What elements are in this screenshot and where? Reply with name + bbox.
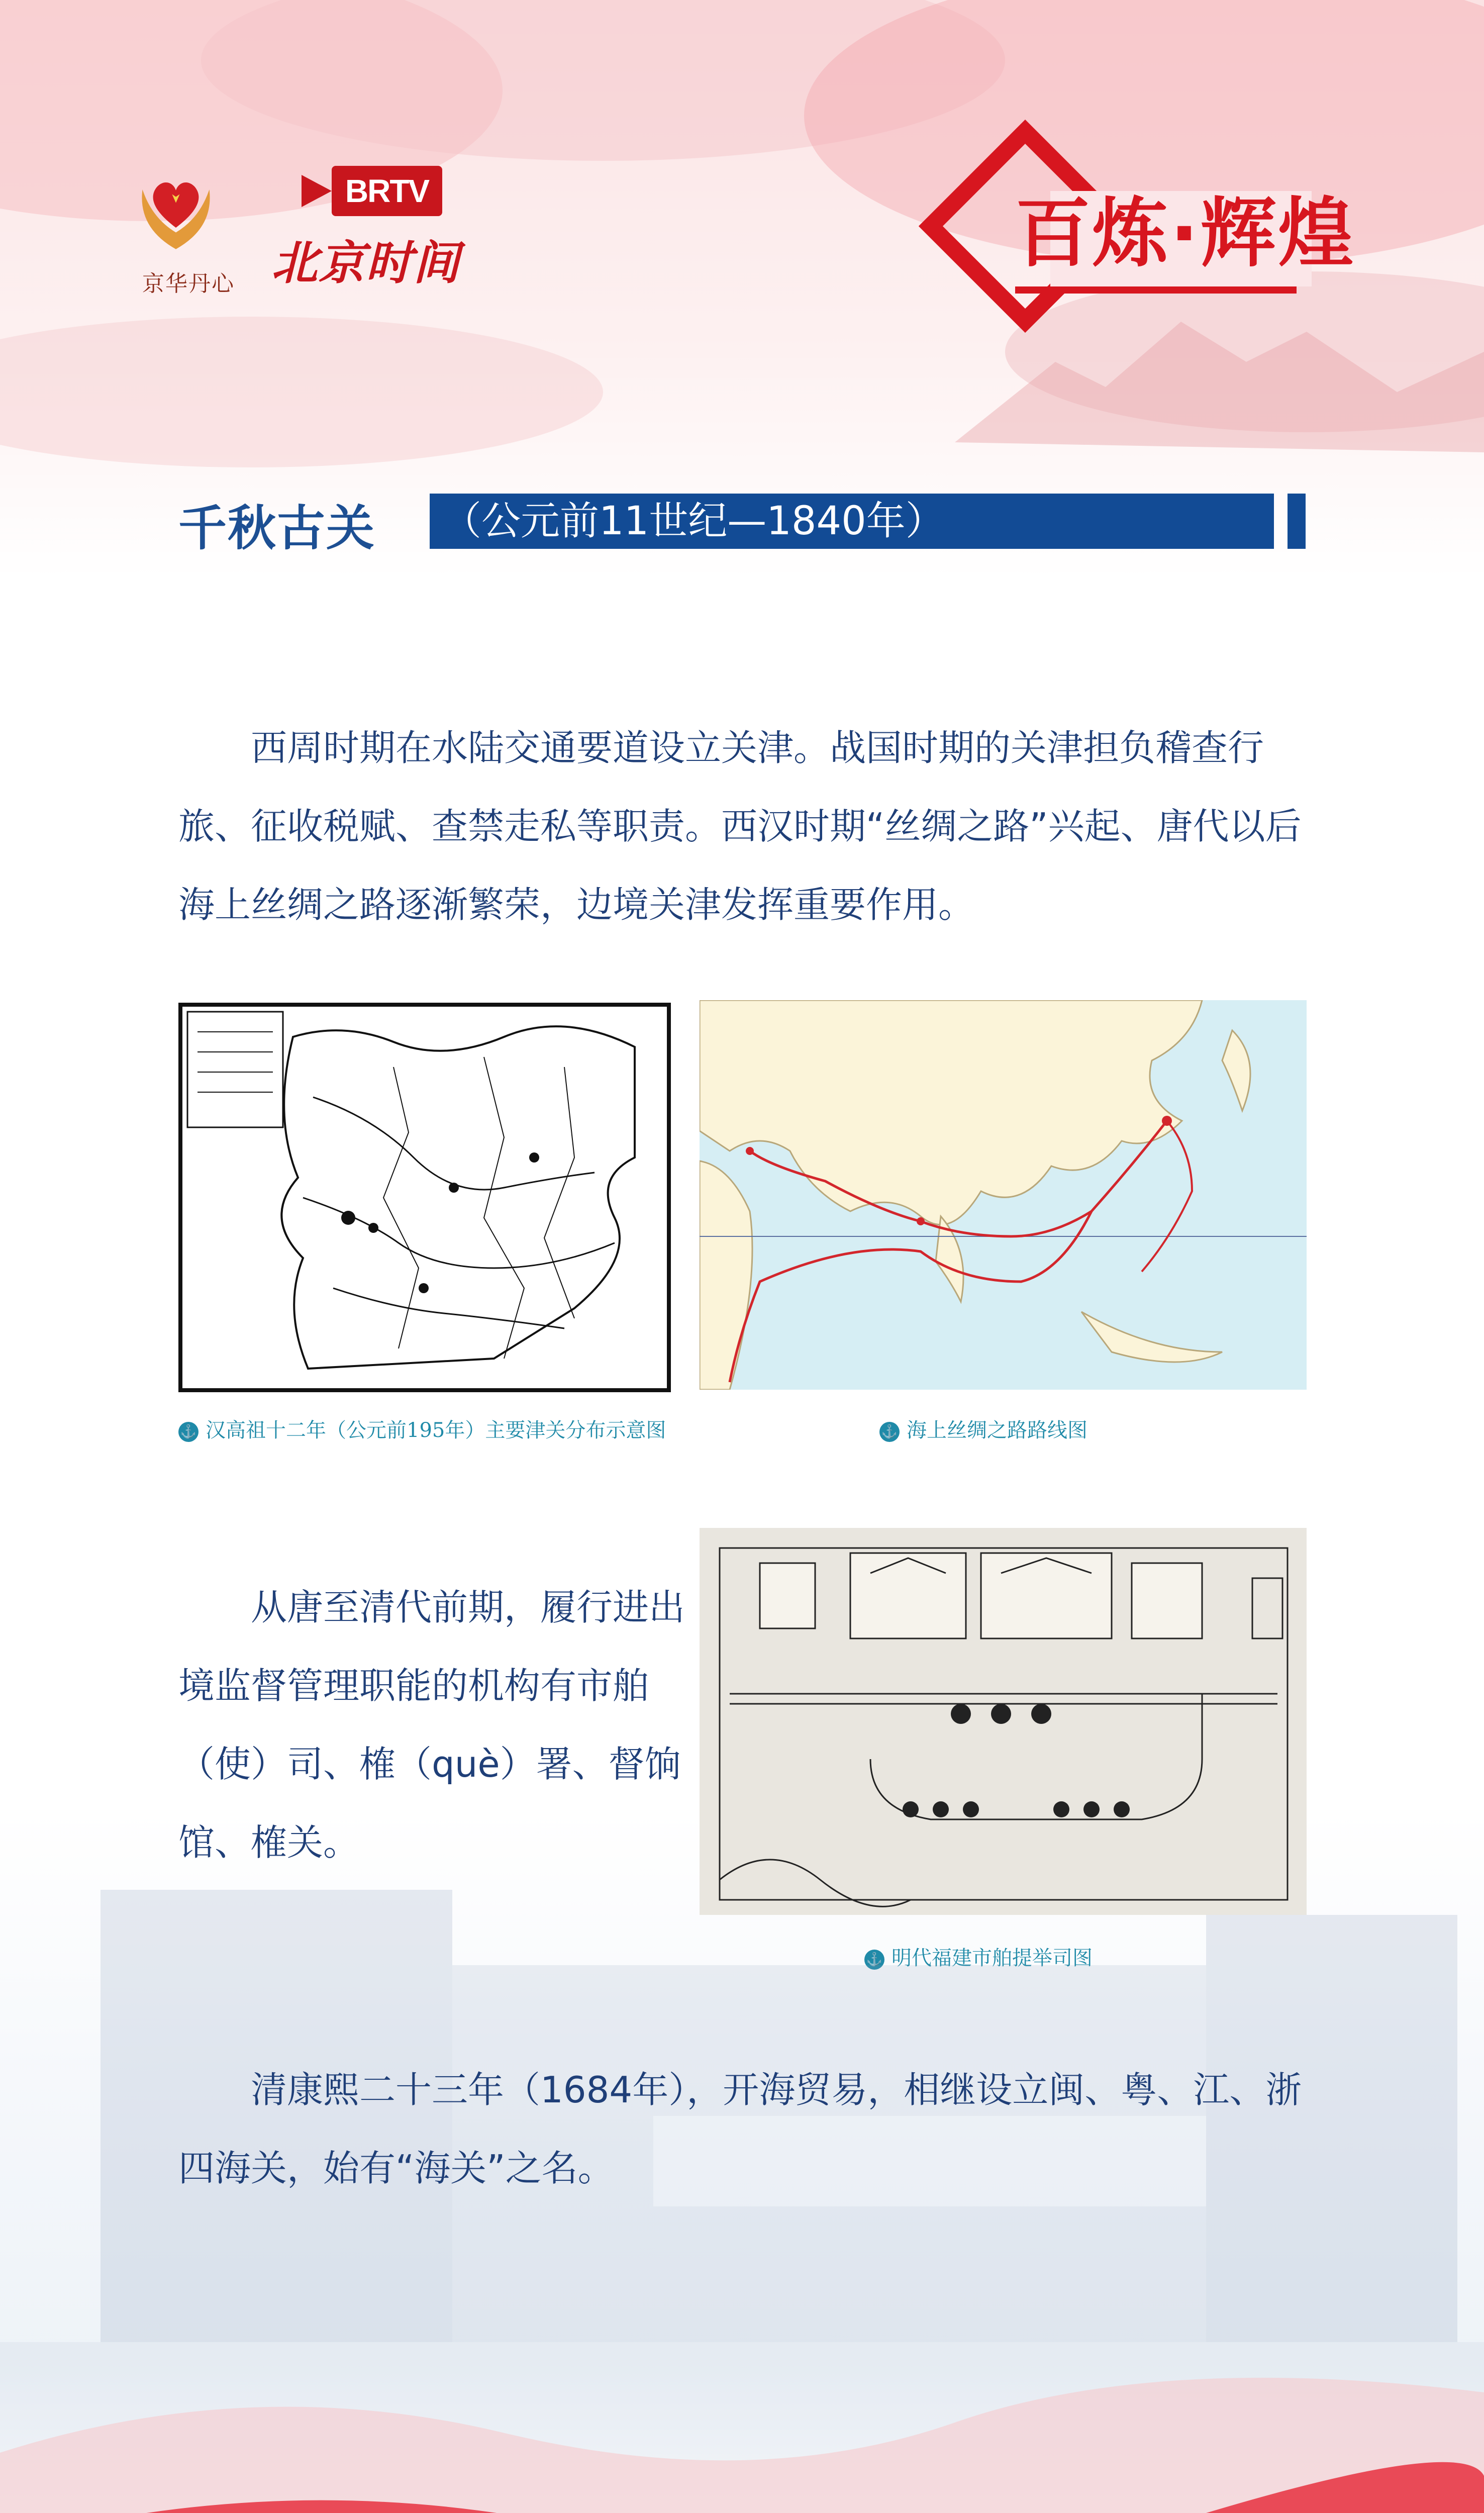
jinghua-danxin-logo (128, 161, 249, 307)
campaign-logo (930, 136, 1382, 367)
intro-text: 西周时期在水陆交通要道设立关津。战国时期的关津担负稽查行旅、征收税赋、查禁走私等职责。西汉时期“丝绸之路”兴起、唐代以后海上丝绸之路逐渐繁荣，边境关津发挥重要作用。 (178, 727, 1302, 926)
heart-hands-icon (128, 161, 224, 256)
campaign-title: 百炼·辉煌 (1015, 190, 1355, 277)
brtv-name: 北京时间 (271, 236, 461, 290)
footer-waves-ship (0, 2362, 1484, 2513)
section-title: 千秋古关 (178, 500, 375, 556)
figure-caption (879, 1412, 1281, 1448)
anchor-icon: ⚓ (178, 1422, 199, 1442)
jinghua-logo-text: 京华丹心 (142, 271, 235, 297)
han-jinguan-map-image (178, 1003, 671, 1392)
intro-paragraph (178, 709, 1304, 944)
brtv-badge: BRTV (332, 166, 442, 216)
section-bar-end (1288, 494, 1306, 549)
anchor-icon: ⚓ (879, 1422, 900, 1442)
han-map-drawing (182, 1007, 667, 1388)
campaign-underline (1015, 286, 1297, 294)
han-map-caption: 汉高祖十二年（公元前195年）主要津关分布示意图 (206, 1419, 666, 1442)
institutions-text: 从唐至清代前期，履行进出境监督管理职能的机构有市舶（使）司、榷（què）署、督饷馆、榷关。 (178, 1586, 685, 1864)
qing-customs-paragraph (178, 2051, 1309, 2207)
figure-caption (178, 1412, 671, 1448)
maritime-silk-road-map-image (700, 1000, 1307, 1390)
section-subtitle: （公元前11世纪—1840年） (442, 499, 945, 544)
qing-customs-text: 清康熙二十三年（1684年），开海贸易，相继设立闽、粤、江、浙四海关，始有“海关”之名。 (178, 2069, 1302, 2189)
silk-road-map-drawing (700, 1000, 1307, 1390)
shibosi-caption: 明代福建市舶提举司图 (892, 1947, 1093, 1970)
silk-road-caption: 海上丝绸之路路线图 (907, 1419, 1087, 1442)
brtv-logo (261, 161, 472, 292)
anchor-icon: ⚓ (864, 1950, 884, 1970)
